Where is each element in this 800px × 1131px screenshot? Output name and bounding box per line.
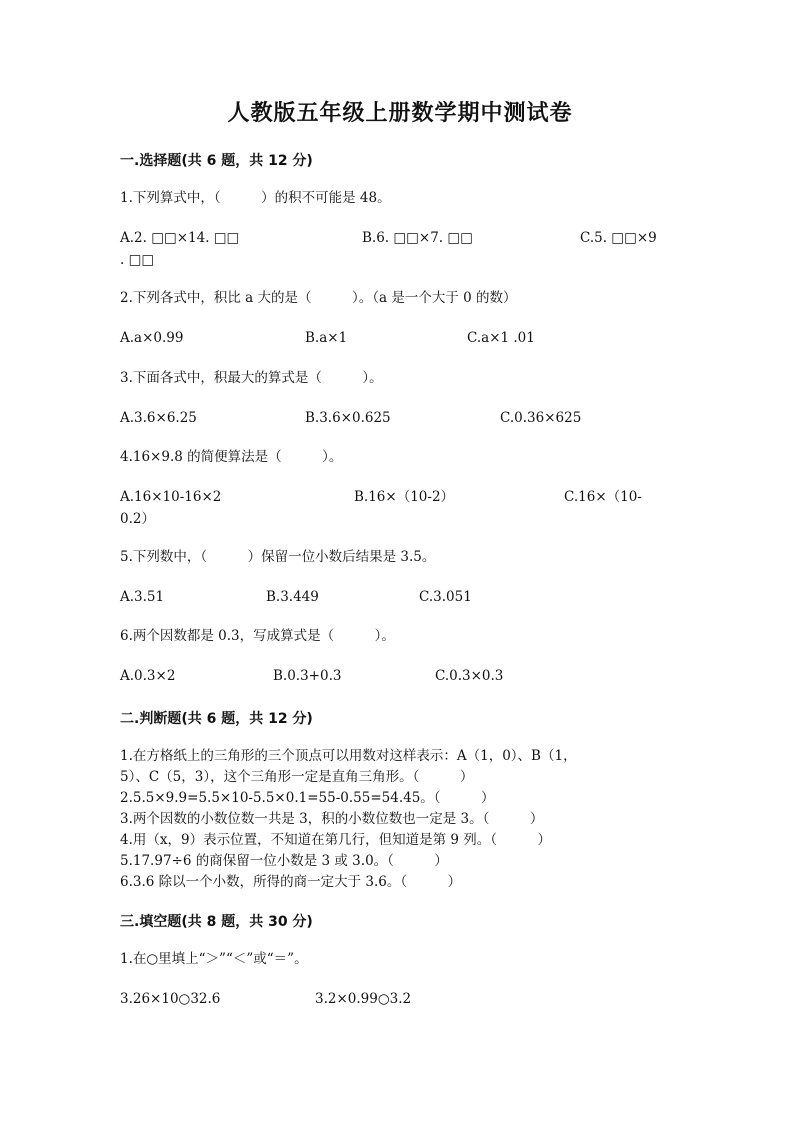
question-stem: 4.16×9.8 的简便算法是（ ）。 (120, 449, 343, 465)
option-b: B.a×1 (305, 330, 348, 346)
option-a: A.0.3×2 (120, 668, 176, 684)
judge-line: 2.5.5×9.9=5.5×10-5.5×0.1=55-0.55=54.45。（ ） (120, 790, 495, 806)
question-stem: 3.下面各式中，积最大的算式是（ ）。 (120, 370, 383, 386)
section-heading-fill: 三.填空题(共 8 题，共 30 分) (120, 914, 313, 930)
judge-line: 1.在方格纸上的三角形的三个顶点可以用数对这样表示：A（1，0）、B（1， (120, 748, 577, 764)
option-c: C.5. □□×9 (580, 230, 657, 246)
question-stem: 6.两个因数都是 0.3，写成算式是（ ）。 (120, 628, 395, 644)
question-stem: 1.在○里填上“＞”“＜”或“＝”。 (120, 951, 308, 967)
judge-line: 6.3.6 除以一个小数，所得的商一定大于 3.6。（ ） (120, 874, 462, 890)
fill-item: 3.26×10○32.6 (120, 991, 221, 1007)
fill-item: 3.2×0.99○3.2 (315, 991, 412, 1007)
question-stem: 1.下列算式中，（ ）的积不可能是 48。 (120, 190, 391, 206)
option-b: B.6. □□×7. □□ (362, 230, 473, 246)
option-a: A.2. □□×14. □□ (120, 230, 240, 246)
option-b: B.16×（10-2） (354, 489, 455, 505)
option-a: A.3.51 (120, 589, 165, 605)
option-a: A.16×10-16×2 (120, 489, 222, 505)
section-heading-judge: 二.判断题(共 6 题，共 12 分) (120, 711, 313, 727)
option-a: A.a×0.99 (120, 330, 184, 346)
option-b: B.0.3+0.3 (273, 668, 342, 684)
option-c: C.a×1 .01 (467, 330, 535, 346)
judge-line: 5）、C（5，3），这个三角形一定是直角三角形。（ ） (120, 769, 474, 785)
option-c-continued: . □□ (120, 252, 155, 268)
option-c: C.0.36×625 (500, 410, 582, 426)
page-title: 人教版五年级上册数学期中测试卷 (227, 100, 573, 126)
question-stem: 5.下列数中，（ ）保留一位小数后结果是 3.5。 (120, 549, 436, 565)
option-b: B.3.449 (266, 589, 319, 605)
question-stem: 2.下列各式中，积比 a 大的是（ ）。（a 是一个大于 0 的数） (120, 290, 517, 306)
option-a: A.3.6×6.25 (120, 410, 197, 426)
section-heading-choice: 一.选择题(共 6 题，共 12 分) (120, 153, 313, 169)
option-b: B.3.6×0.625 (305, 410, 391, 426)
judge-line: 3.两个因数的小数位数一共是 3，积的小数位数也一定是 3。（ ） (120, 811, 544, 827)
option-c-continued: 0.2） (120, 511, 155, 527)
judge-line: 4.用（x，9）表示位置，不知道在第几行，但知道是第 9 列。（ ） (120, 832, 552, 848)
judge-line: 5.17.97÷6 的商保留一位小数是 3 或 3.0。（ ） (120, 853, 448, 869)
option-c: C.0.3×0.3 (435, 668, 504, 684)
option-c: C.3.051 (419, 589, 472, 605)
option-c: C.16×（10- (564, 489, 642, 505)
